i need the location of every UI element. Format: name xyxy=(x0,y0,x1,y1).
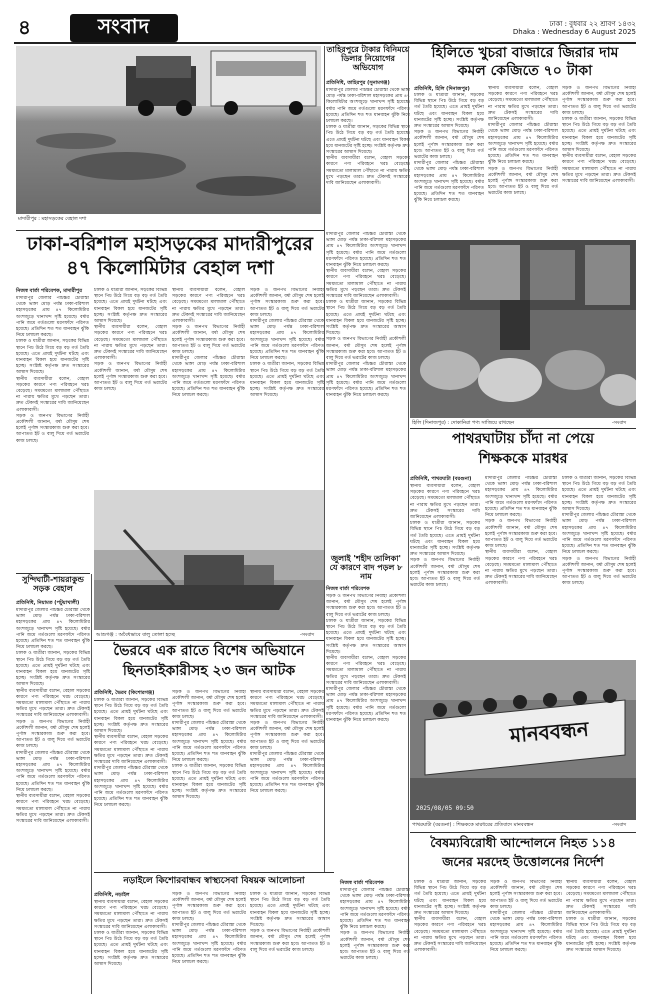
spice-shop-caption: হিলি (দিনাজপুর) : দোকানিরা পণ্য সাজিয়ে রাখছেন xyxy=(412,420,515,426)
divider xyxy=(410,428,636,429)
body-paragraph: সড়ক ও জনপথ বিভাগের নির্বাহী প্রকৌশলী জানান, বর্ষা মৌসুম শেষ হলেই পূর্ণাঙ্গ সংস্কারকাজ শুরু করা হবে। আপাতত ইট ও বালু দিয়ে গর্ত ভরাটের কাজ চলছে। xyxy=(485,519,557,550)
body-paragraph: সড়ক ও জনপথ বিভাগের নির্বাহী প্রকৌশলী জানান, বর্ষা মৌসুম শেষ হলেই পূর্ণাঙ্গ সংস্কারকাজ শুরু করা হবে। আপাতত ইট ও বালু দিয়ে গর্ত ভরাটের কাজ চলছে। xyxy=(490,880,562,910)
body-paragraph: স্থানীয় ব্যবসায়ীরা বলেন, বেহাল সড়কের কারণে পণ্য পরিবহনে খরচ বেড়েছে। সময়মতো মালামাল পৌঁছাতে না পারায় ক্ষতির মুখে পড়ছেন তারা। দ্রুত টেকসই সংস্কারের দাবি জানিয়েছেন এলাকাবাসী। xyxy=(94,325,167,362)
boishommo-headline-2: জনের মরদেহ উত্তোলনের নির্দেশ xyxy=(442,854,604,869)
narail-headline: নড়াইলে কিশোরবান্ধব স্বাস্থ্যসেবা বিষয়ক আলোচনা xyxy=(123,876,305,886)
sundarganj-body xyxy=(16,608,90,990)
body-paragraph: মাদারীপুর জেলার পাঁচচ্চর চৌরাস্তা থেকে ভাঙ্গা মোড় পর্যন্ত ঢাকা-বরিশাল মহাসড়কের প্রায় ৪৭ কিলোমিটার অংশজুড়ে খানাখন্দ সৃষ্টি হয়েছে। বর্ষার পানি জমে গর্তগুলো মরণফাঁদে পরিণত হয়েছে। প্রতিদিন শত শত যানবাহন ঝুঁকি নিয়ে চলাচল করছে। xyxy=(326,232,406,269)
boat-scene xyxy=(94,490,324,630)
body-paragraph: মাদারীপুর জেলার পাঁচচ্চর চৌরাস্তা থেকে ভাঙ্গা মোড় পর্যন্ত ঢাকা-বরিশাল মহাসড়কের প্রায় ৪৭ কিলোমিটার অংশজুড়ে খানাখন্দ সৃষ্টি হয়েছে। বর্ষার পানি জমে গর্তগুলো মরণফাঁদে পরিণত হয়েছে। প্রতিদিন শত শত যানবাহন ঝুঁকি নিয়ে চলাচল করছে। xyxy=(488,123,558,166)
body-paragraph: মাদারীপুর জেলার পাঁচচ্চর চৌরাস্তা থেকে ভাঙ্গা মোড় পর্যন্ত ঢাকা-বরিশাল মহাসড়কের প্রায় ৪৭ কিলোমিটার অংশজুড়ে খানাখন্দ সৃষ্টি হয়েছে। বর্ষার পানি জমে গর্তগুলো মরণফাঁদে পরিণত হয়েছে। প্রতিদিন শত শত যানবাহন ঝুঁকি নিয়ে চলাচল করছে। xyxy=(326,362,406,399)
boishommo-body-col4 xyxy=(566,880,636,992)
body-paragraph: সড়ক ও জনপথ বিভাগের নির্বাহী প্রকৌশলী জানান, বর্ষা মৌসুম শেষ হলেই পূর্ণাঙ্গ সংস্কারকাজ শুরু করা হবে। আপাতত ইট ও বালু দিয়ে গর্ত ভরাটের কাজ চলছে। xyxy=(172,892,246,922)
body-paragraph: চালক ও যাত্রীরা জানান, সড়কের বিভিন্ন স্থানে পিচ উঠে গিয়ে বড় বড় গর্ত তৈরি হয়েছে। এতে প্রায়ই দুর্ঘটনা ঘটছে এবং যানবাহন বিকল হয়ে যানজটের সৃষ্টি হচ্ছে। সংশ্লিষ্ট কর্তৃপক্ষ দ্রুত সংস্কারের আশ্বাস দিয়েছে। xyxy=(16,651,90,688)
body-paragraph: চালক ও যাত্রীরা জানান, সড়কের বিভিন্ন স্থানে পিচ উঠে গিয়ে বড় বড় গর্ত তৈরি হয়েছে। এতে প্রায়ই দুর্ঘটনা ঘটছে এবং যানবাহন বিকল হয়ে যানজটের সৃষ্টি হচ্ছে। সংশ্লিষ্ট কর্তৃপক্ষ দ্রুত সংস্কারের আশ্বাস দিয়েছে। xyxy=(250,362,324,399)
highway-body-col3 xyxy=(172,288,245,484)
protest-photo xyxy=(410,660,636,820)
protest-timestamp: 2025/08/05 09:50 xyxy=(416,805,474,812)
pathorghata-body-col1 xyxy=(410,484,480,656)
boishommo-body-col2 xyxy=(414,880,486,992)
header-rule xyxy=(14,42,636,44)
narail-body-col2 xyxy=(172,892,246,992)
body-paragraph: মাদারীপুর জেলার পাঁচচ্চর চৌরাস্তা থেকে ভাঙ্গা মোড় পর্যন্ত ঢাকা-বরিশাল মহাসড়কের প্রায় ৪৭ কিলোমিটার অংশজুড়ে খানাখন্দ সৃষ্টি হয়েছে। বর্ষার পানি জমে গর্তগুলো মরণফাঁদে পরিণত হয়েছে। প্রতিদিন শত শত যানবাহন ঝুঁকি নিয়ে চলাচল করছে। xyxy=(326,687,406,724)
body-paragraph: চালক ও যাত্রীরা জানান, সড়কের বিভিন্ন স্থানে পিচ উঠে গিয়ে বড় বড় গর্ত তৈরি হয়েছে। এতে প্রায়ই দুর্ঘটনা ঘটছে এবং যানবাহন বিকল হয়ে যানজটের সৃষ্টি হচ্ছে। সংশ্লিষ্ট কর্তৃপক্ষ দ্রুত সংস্কারের আশ্বাস দিয়েছে। xyxy=(94,288,167,325)
highway-body-col2 xyxy=(94,288,167,484)
body-paragraph: মাদারীপুর জেলার পাঁচচ্চর চৌরাস্তা থেকে ভাঙ্গা মোড় পর্যন্ত ঢাকা-বরিশাল মহাসড়কের প্রায় ৪৭ কিলোমিটার অংশজুড়ে খানাখন্দ সৃষ্টি হয়েছে। বর্ষার পানি জমে গর্তগুলো মরণফাঁদে পরিণত হয়েছে। প্রতিদিন শত শত যানবাহন ঝুঁকি নিয়ে চলাচল করছে। xyxy=(562,513,636,556)
column-rule xyxy=(408,46,409,994)
body-paragraph: সড়ক ও জনপথ বিভাগের নির্বাহী প্রকৌশলী জানান, বর্ষা মৌসুম শেষ হলেই পূর্ণাঙ্গ সংস্কারকাজ শুরু করা হবে। আপাতত ইট ও বালু দিয়ে গর্ত ভরাটের কাজ চলছে। xyxy=(16,719,90,750)
highway-headline-2: ৪৭ কিলোমিটার বেহাল দশা xyxy=(66,257,274,279)
boat-caption: আশুগঞ্জ : অবৈধভাবে বালু তোলা হচ্ছে xyxy=(96,632,176,638)
body-paragraph: সড়ক ও জনপথ বিভাগের নির্বাহী প্রকৌশলী জানান, বর্ষা মৌসুম শেষ হলেই পূর্ণাঙ্গ সংস্কারকাজ শুরু করা হবে। আপাতত ইট ও বালু দিয়ে গর্ত ভরাটের কাজ চলছে। xyxy=(94,362,167,393)
divider xyxy=(16,230,324,231)
cumin-body-col2 xyxy=(488,86,558,238)
bhairab-headline-1: ভৈরবে এক রাতে বিশেষ অভিযানে xyxy=(113,643,305,659)
bhairab-body-col2 xyxy=(172,690,246,870)
body-paragraph: মাদারীপুর জেলার পাঁচচ্চর চৌরাস্তা থেকে ভাঙ্গা মোড় পর্যন্ত ঢাকা-বরিশাল মহাসড়কের প্রায় ৪৭ কিলোমিটার অংশজুড়ে খানাখন্দ সৃষ্টি হয়েছে। বর্ষার পানি জমে গর্তগুলো মরণফাঁদে পরিণত হয়েছে। প্রতিদিন শত শত যানবাহন ঝুঁকি নিয়ে চলাচল করছে। xyxy=(485,476,557,519)
body-paragraph: সড়ক ও জনপথ বিভাগের নির্বাহী প্রকৌশলী জানান, বর্ষা মৌসুম শেষ হলেই পূর্ণাঙ্গ সংস্কারকাজ শুরু করা হবে। আপাতত ইট ও বালু দিয়ে গর্ত ভরাটের কাজ চলছে। xyxy=(410,558,480,589)
body-paragraph: স্থানীয় ব্যবসায়ীরা বলেন, বেহাল সড়কের কারণে পণ্য পরিবহনে খরচ বেড়েছে। সময়মতো মালামাল পৌঁছাতে না পারায় ক্ষতির মুখে পড়ছেন তারা। দ্রুত টেকসই সংস্কারের দাবি জানিয়েছেন এলাকাবাসী। xyxy=(16,688,90,719)
pathorghata-body-col2 xyxy=(485,476,557,656)
body-paragraph: মাদারীপুর জেলার পাঁচচ্চর চৌরাস্তা থেকে ভাঙ্গা মোড় পর্যন্ত ঢাকা-বরিশাল মহাসড়কের প্রায় ৪৭ কিলোমিটার অংশজুড়ে খানাখন্দ সৃষ্টি হয়েছে। বর্ষার পানি জমে গর্তগুলো মরণফাঁদে পরিণত হয়েছে। প্রতিদিন শত শত যানবাহন ঝুঁকি নিয়ে চলাচল করছে। xyxy=(94,766,168,809)
boishommo-body-col1 xyxy=(340,888,410,992)
divider xyxy=(16,573,90,574)
boishommo-body-col3 xyxy=(490,880,562,992)
body-paragraph: স্থানীয় ব্যবসায়ীরা বলেন, বেহাল সড়কের কারণে পণ্য পরিবহনে খরচ বেড়েছে। সময়মতো মালামাল পৌঁছাতে না পারায় ক্ষতির মুখে পড়ছেন তারা। দ্রুত টেকসই সংস্কারের দাবি জানিয়েছেন এলাকাবাসী। xyxy=(488,86,558,123)
column-rule xyxy=(324,46,325,872)
sundarganj-byline: প্রতিনিধি, নিয়ামত (পটুয়াখালী) xyxy=(16,600,80,606)
body-paragraph: স্থানীয় ব্যবসায়ীরা বলেন, বেহাল সড়কের কারণে পণ্য পরিবহনে খরচ বেড়েছে। সময়মতো মালামাল পৌঁছাতে না পারায় ক্ষতির মুখে পড়ছেন তারা। দ্রুত টেকসই সংস্কারের দাবি জানিয়েছেন এলাকাবাসী। xyxy=(410,484,480,521)
boishommo-headline-1: বৈষম্যবিরোধী আন্দোলনে নিহত ১১৪ xyxy=(430,835,616,850)
body-paragraph: মাদারীপুর জেলার পাঁচচ্চর চৌরাস্তা থেকে ভাঙ্গা মোড় পর্যন্ত ঢাকা-বরিশাল মহাসড়কের প্রায় ৪৭ কিলোমিটার অংশজুড়ে খানাখন্দ সৃষ্টি হয়েছে। বর্ষার পানি জমে গর্তগুলো মরণফাঁদে পরিণত হয়েছে। প্রতিদিন শত শত যানবাহন ঝুঁকি নিয়ে চলাচল করছে। xyxy=(172,721,246,764)
body-paragraph: সড়ক ও জনপথ বিভাগের নির্বাহী প্রকৌশলী জানান, বর্ষা মৌসুম শেষ হলেই পূর্ণাঙ্গ সংস্কারকাজ শুরু করা হবে। আপাতত ইট ও বালু দিয়ে গর্ত ভরাটের কাজ চলছে। xyxy=(488,166,558,197)
highway-byline: নিজস্ব বার্তা পরিবেশক, মাদারীপুর xyxy=(16,288,82,294)
body-paragraph: চালক ও যাত্রীরা জানান, সড়কের বিভিন্ন স্থানে পিচ উঠে গিয়ে বড় বড় গর্ত তৈরি হয়েছে। এতে প্রায়ই দুর্ঘটনা ঘটছে এবং যানবাহন বিকল হয়ে যানজটের সৃষ্টি হচ্ছে। সংশ্লিষ্ট কর্তৃপক্ষ দ্রুত সংস্কারের আশ্বাস দিয়েছে। xyxy=(250,892,330,929)
highway-headline-1: ঢাকা-বরিশাল মহাসড়কের মাদারীপুরের xyxy=(27,233,313,255)
body-paragraph: চালক ও যাত্রীরা জানান, সড়কের বিভিন্ন স্থানে পিচ উঠে গিয়ে বড় বড় গর্ত তৈরি হয়েছে। এতে প্রায়ই দুর্ঘটনা ঘটছে এবং যানবাহন বিকল হয়ে যানজটের সৃষ্টি হচ্ছে। সংশ্লিষ্ট কর্তৃপক্ষ দ্রুত সংস্কারের আশ্বাস দিয়েছে। xyxy=(414,93,484,130)
bhairab-byline: প্রতিনিধি, ভৈরব (কিশোরগঞ্জ) xyxy=(94,690,155,696)
spice-shop-credit: -সংবাদ xyxy=(612,420,627,426)
tahirpur-body xyxy=(326,88,410,228)
body-paragraph: মাদারীপুর জেলার পাঁচচ্চর চৌরাস্তা থেকে ভাঙ্গা মোড় পর্যন্ত ঢাকা-বরিশাল মহাসড়কের প্রায় ৪৭ কিলোমিটার অংশজুড়ে খানাখন্দ সৃষ্টি হয়েছে। বর্ষার পানি জমে গর্তগুলো মরণফাঁদে পরিণত হয়েছে। প্রতিদিন শত শত যানবাহন ঝুঁকি নিয়ে চলাচল করছে। xyxy=(172,923,246,966)
body-paragraph: স্থানীয় ব্যবসায়ীরা বলেন, বেহাল সড়কের কারণে পণ্য পরিবহনে খরচ বেড়েছে। সময়মতো মালামাল পৌঁছাতে না পারায় ক্ষতির মুখে পড়ছেন তারা। দ্রুত টেকসই সংস্কারের দাবি জানিয়েছেন এলাকাবাসী। xyxy=(172,288,245,325)
shaheed-body xyxy=(326,594,406,884)
body-paragraph: স্থানীয় ব্যবসায়ীরা বলেন, বেহাল সড়কের কারণে পণ্য পরিবহনে খরচ বেড়েছে। সময়মতো মালামাল পৌঁছাতে না পারায় ক্ষতির মুখে পড়ছেন তারা। দ্রুত টেকসই সংস্কারের দাবি জানিয়েছেন এলাকাবাসী। xyxy=(326,269,406,300)
boat-photo xyxy=(94,490,324,630)
body-paragraph: স্থানীয় ব্যবসায়ীরা বলেন, বেহাল সড়কের কারণে পণ্য পরিবহনে খরচ বেড়েছে। সময়মতো মালামাল পৌঁছাতে না পারায় ক্ষতির মুখে পড়ছেন তারা। দ্রুত টেকসই সংস্কারের দাবি জানিয়েছেন এলাকাবাসী। xyxy=(250,690,324,720)
cumin-body-col3 xyxy=(562,86,636,238)
divider xyxy=(94,872,334,873)
highway-body-col4 xyxy=(250,288,324,484)
body-paragraph: চালক ও যাত্রীরা জানান, সড়কের বিভিন্ন স্থানে পিচ উঠে গিয়ে বড় বড় গর্ত তৈরি হয়েছে। এতে প্রায়ই দুর্ঘটনা ঘটছে এবং যানবাহন বিকল হয়ে যানজটের সৃষ্টি হচ্ছে। সংশ্লিষ্ট কর্তৃপক্ষ দ্রুত সংস্কারের আশ্বাস দিয়েছে। xyxy=(172,764,246,801)
body-paragraph: চালক ও যাত্রীরা জানান, সড়কের বিভিন্ন স্থানে পিচ উঠে গিয়ে বড় বড় গর্ত তৈরি হয়েছে। এতে প্রায়ই দুর্ঘটনা ঘটছে এবং যানবাহন বিকল হয়ে যানজটের সৃষ্টি হচ্ছে। সংশ্লিষ্ট কর্তৃপক্ষ দ্রুত সংস্কারের আশ্বাস দিয়েছে। xyxy=(16,339,89,376)
cumin-body-col1 xyxy=(414,93,484,238)
pathorghata-byline: প্রতিনিধি, পাথরঘাটা (বরগুনা) xyxy=(410,476,472,482)
body-paragraph: স্থানীয় ব্যবসায়ীরা বলেন, বেহাল সড়কের কারণে পণ্য পরিবহনে খরচ বেড়েছে। সময়মতো মালামাল পৌঁছাতে না পারায় ক্ষতির মুখে পড়ছেন তারা। দ্রুত টেকসই সংস্কারের দাবি জানিয়েছেন এলাকাবাসী। xyxy=(414,917,486,954)
body-paragraph: মাদারীপুর জেলার পাঁচচ্চর চৌরাস্তা থেকে ভাঙ্গা মোড় পর্যন্ত ঢাকা-বরিশাল মহাসড়কের প্রায় ৪৭ কিলোমিটার অংশজুড়ে খানাখন্দ সৃষ্টি হয়েছে। বর্ষার পানি জমে গর্তগুলো মরণফাঁদে পরিণত হয়েছে। প্রতিদিন শত শত যানবাহন ঝুঁকি নিয়ে চলাচল করছে। xyxy=(490,911,562,954)
tahirpur-headline: তাহিরপুরে টাকার বিনিময়ে ডিলার নিয়োগের অভিযোগ xyxy=(326,45,410,72)
divider xyxy=(94,640,324,641)
protest-caption: পাথরঘাটা (বরগুনা) : শিক্ষককে মারধরের প্রতিবাদে মানববন্ধন xyxy=(412,822,534,828)
body-paragraph: সড়ক ও জনপথ বিভাগের নির্বাহী প্রকৌশলী জানান, বর্ষা মৌসুম শেষ হলেই পূর্ণাঙ্গ সংস্কারকাজ শুরু করা হবে। আপাতত ইট ও বালু দিয়ে গর্ত ভরাটের কাজ চলছে। xyxy=(16,413,89,444)
body-paragraph: চালক ও যাত্রীরা জানান, সড়কের বিভিন্ন স্থানে পিচ উঠে গিয়ে বড় বড় গর্ত তৈরি হয়েছে। এতে প্রায়ই দুর্ঘটনা ঘটছে এবং যানবাহন বিকল হয়ে যানজটের সৃষ্টি হচ্ছে। সংশ্লিষ্ট কর্তৃপক্ষ দ্রুত সংস্কারের আশ্বাস দিয়েছে। xyxy=(410,521,480,558)
body-paragraph: মাদারীপুর জেলার পাঁচচ্চর চৌরাস্তা থেকে ভাঙ্গা মোড় পর্যন্ত ঢাকা-বরিশাল মহাসড়কের প্রায় ৪৭ কিলোমিটার অংশজুড়ে খানাখন্দ সৃষ্টি হয়েছে। বর্ষার পানি জমে গর্তগুলো মরণফাঁদে পরিণত হয়েছে। প্রতিদিন শত শত যানবাহন ঝুঁকি নিয়ে চলাচল করছে। xyxy=(250,752,324,795)
body-paragraph: স্থানীয় ব্যবসায়ীরা বলেন, বেহাল সড়কের কারণে পণ্য পরিবহনে খরচ বেড়েছে। সময়মতো মালামাল পৌঁছাতে না পারায় ক্ষতির মুখে পড়ছেন তারা। দ্রুত টেকসই সংস্কারের দাবি জানিয়েছেন এলাকাবাসী। xyxy=(94,735,168,766)
protest-credit: -সংবাদ xyxy=(612,822,627,828)
body-paragraph: মাদারীপুর জেলার পাঁচচ্চর চৌরাস্তা থেকে ভাঙ্গা মোড় পর্যন্ত ঢাকা-বরিশাল মহাসড়কের প্রায় ৪৭ কিলোমিটার অংশজুড়ে খানাখন্দ সৃষ্টি হয়েছে। বর্ষার পানি জমে গর্তগুলো মরণফাঁদে পরিণত হয়েছে। প্রতিদিন শত শত যানবাহন ঝুঁকি নিয়ে চলাচল করছে। xyxy=(414,161,484,204)
highway-photo xyxy=(16,46,321,214)
body-paragraph: সড়ক ও জনপথ বিভাগের নির্বাহী প্রকৌশলী জানান, বর্ষা মৌসুম শেষ হলেই পূর্ণাঙ্গ সংস্কারকাজ শুরু করা হবে। আপাতত ইট ও বালু দিয়ে গর্ত ভরাটের কাজ চলছে। xyxy=(562,86,636,116)
tahirpur-byline: প্রতিনিধি, তাহিরপুর (সুনামগঞ্জ) xyxy=(326,80,390,86)
body-paragraph: সড়ক ও জনপথ বিভাগের নির্বাহী প্রকৌশলী জানান, বর্ষা মৌসুম শেষ হলেই পূর্ণাঙ্গ সংস্কারকাজ শুরু করা হবে। আপাতত ইট ও বালু দিয়ে গর্ত ভরাটের কাজ চলছে। xyxy=(414,130,484,161)
body-paragraph: মাদারীপুর জেলার পাঁচচ্চর চৌরাস্তা থেকে ভাঙ্গা মোড় পর্যন্ত ঢাকা-বরিশাল মহাসড়কের প্রায় ৪৭ কিলোমিটার অংশজুড়ে খানাখন্দ সৃষ্টি হয়েছে। বর্ষার পানি জমে গর্তগুলো মরণফাঁদে পরিণত হয়েছে। প্রতিদিন শত শত যানবাহন ঝুঁকি নিয়ে চলাচল করছে। xyxy=(16,296,89,339)
shaheed-byline: নিজস্ব বার্তা পরিবেশক xyxy=(326,586,370,592)
shaheed-headline: জুলাই 'শহীদ তালিকা' যে কারণে বাদ পড়ল ৮ নাম xyxy=(329,554,403,581)
body-paragraph: সড়ক ও জনপথ বিভাগের নির্বাহী প্রকৌশলী জানান, বর্ষা মৌসুম শেষ হলেই পূর্ণাঙ্গ সংস্কারকাজ শুরু করা হবে। আপাতত ইট ও বালু দিয়ে গর্ত ভরাটের কাজ চলছে। xyxy=(326,337,406,362)
body-paragraph: সড়ক ও জনপথ বিভাগের নির্বাহী প্রকৌশলী জানান, বর্ষা মৌসুম শেষ হলেই পূর্ণাঙ্গ সংস্কারকাজ শুরু করা হবে। আপাতত ইট ও বালু দিয়ে গর্ত ভরাটের কাজ চলছে। xyxy=(250,288,324,318)
page-number: ৪ xyxy=(18,15,31,39)
body-paragraph: স্থানীয় ব্যবসায়ীরা বলেন, বেহাল সড়কের কারণে পণ্য পরিবহনে খরচ বেড়েছে। সময়মতো মালামাল পৌঁছাতে না পারায় ক্ষতির মুখে পড়ছেন তারা। দ্রুত টেকসই সংস্কারের দাবি জানিয়েছেন এলাকাবাসী। xyxy=(326,156,410,187)
date-bangla: ঢাকা : বুধবার ২২ শ্রাবণ ১৪৩২ xyxy=(549,20,636,28)
highway-photo-scene xyxy=(16,46,321,214)
bhairab-body-col1 xyxy=(94,698,168,870)
body-paragraph: চালক ও যাত্রীরা জানান, সড়কের বিভিন্ন স্থানে পিচ উঠে গিয়ে বড় বড় গর্ত তৈরি হয়েছে। এতে প্রায়ই দুর্ঘটনা ঘটছে এবং যানবাহন বিকল হয়ে যানজটের সৃষ্টি হচ্ছে। সংশ্লিষ্ট কর্তৃপক্ষ দ্রুত সংস্কারের আশ্বাস দিয়েছে। xyxy=(326,300,406,337)
body-paragraph: মাদারীপুর জেলার পাঁচচ্চর চৌরাস্তা থেকে ভাঙ্গা মোড় পর্যন্ত ঢাকা-বরিশাল মহাসড়কের প্রায় ৪৭ কিলোমিটার অংশজুড়ে খানাখন্দ সৃষ্টি হয়েছে। বর্ষার পানি জমে গর্তগুলো মরণফাঁদে পরিণত হয়েছে। প্রতিদিন শত শত যানবাহন ঝুঁকি নিয়ে চলাচল করছে। xyxy=(326,88,410,125)
date-english: Dhaka : Wednesday 6 August 2025 xyxy=(512,28,636,36)
boat-credit: -সংবাদ xyxy=(300,632,315,638)
body-paragraph: স্থানীয় ব্যবসায়ীরা বলেন, বেহাল সড়কের কারণে পণ্য পরিবহনে খরচ বেড়েছে। সময়মতো মালামাল পৌঁছাতে না পারায় ক্ষতির মুখে পড়ছেন তারা। দ্রুত টেকসই সংস্কারের দাবি জানিয়েছেন এলাকাবাসী। xyxy=(485,550,557,587)
body-paragraph: স্থানীয় ব্যবসায়ীরা বলেন, বেহাল সড়কের কারণে পণ্য পরিবহনে খরচ বেড়েছে। সময়মতো মালামাল পৌঁছাতে না পারায় ক্ষতির মুখে পড়ছেন তারা। দ্রুত টেকসই সংস্কারের দাবি জানিয়েছেন এলাকাবাসী। xyxy=(326,656,406,686)
column-rule xyxy=(91,574,92,994)
body-paragraph: সড়ক ও জনপথ বিভাগের নির্বাহী প্রকৌশলী জানান, বর্ষা মৌসুম শেষ হলেই পূর্ণাঙ্গ সংস্কারকাজ শুরু করা হবে। আপাতত ইট ও বালু দিয়ে গর্ত ভরাটের কাজ চলছে। xyxy=(250,929,330,953)
body-paragraph: চালক ও যাত্রীরা জানান, সড়কের বিভিন্ন স্থানে পিচ উঠে গিয়ে বড় বড় গর্ত তৈরি হয়েছে। এতে প্রায়ই দুর্ঘটনা ঘটছে এবং যানবাহন বিকল হয়ে যানজটের সৃষ্টি হচ্ছে। সংশ্লিষ্ট কর্তৃপক্ষ দ্রুত সংস্কারের আশ্বাস দিয়েছে। xyxy=(94,931,168,968)
body-paragraph: সড়ক ও জনপথ বিভাগের নির্বাহী প্রকৌশলী জানান, বর্ষা মৌসুম শেষ হলেই পূর্ণাঙ্গ সংস্কারকাজ শুরু করা হবে। আপাতত ইট ও বালু দিয়ে গর্ত ভরাটের কাজ চলছে। xyxy=(172,325,245,356)
divider xyxy=(410,832,636,833)
bhairab-headline-2: ছিনতাইকারীসহ ২৩ জন আটক xyxy=(122,663,296,679)
cumin-headline-2: কমল কেজিতে ৭০ টাকা xyxy=(457,63,593,79)
pathorghata-body-col3 xyxy=(562,476,636,656)
body-paragraph: মাদারীপুর জেলার পাঁচচ্চর চৌরাস্তা থেকে ভাঙ্গা মোড় পর্যন্ত ঢাকা-বরিশাল মহাসড়কের প্রায় ৪৭ কিলোমিটার অংশজুড়ে খানাখন্দ সৃষ্টি হয়েছে। বর্ষার পানি জমে গর্তগুলো মরণফাঁদে পরিণত হয়েছে। প্রতিদিন শত শত যানবাহন ঝুঁকি নিয়ে চলাচল করছে। xyxy=(250,319,324,362)
protest-banner-text: মানববন্ধন xyxy=(508,716,590,748)
body-paragraph: চালক ও যাত্রীরা জানান, সড়কের বিভিন্ন স্থানে পিচ উঠে গিয়ে বড় বড় গর্ত তৈরি হয়েছে। এতে প্রায়ই দুর্ঘটনা ঘটছে এবং যানবাহন বিকল হয়ে যানজটের সৃষ্টি হচ্ছে। সংশ্লিষ্ট কর্তৃপক্ষ দ্রুত সংস্কারের আশ্বাস দিয়েছে। xyxy=(566,917,636,954)
pathorghata-headline-1: পাথরঘাটায় চাঁদা না পেয়ে xyxy=(451,431,595,447)
body-paragraph: সড়ক ও জনপথ বিভাগের নির্বাহী প্রকৌশলী জানান, বর্ষা মৌসুম শেষ হলেই পূর্ণাঙ্গ সংস্কারকাজ শুরু করা হবে। আপাতত ইট ও বালু দিয়ে গর্ত ভরাটের কাজ চলছে। xyxy=(340,931,410,962)
sundarganj-headline: সুন্দিঘাটী-শায়রাকুন্ড সড়ক বেহাল xyxy=(22,575,84,593)
highway-photo-caption: মাদারীপুর : মহাসড়কের বেহাল দশা xyxy=(18,216,87,222)
spice-shop-photo xyxy=(410,240,636,418)
tahirpur-body-cont xyxy=(326,232,406,550)
boishommo-byline: নিজস্ব বার্তা পরিবেশক xyxy=(340,880,384,886)
body-paragraph: সড়ক ও জনপথ বিভাগের নির্বাহী প্রকৌশলী জানান, বর্ষা মৌসুম শেষ হলেই পূর্ণাঙ্গ সংস্কারকাজ শুরু করা হবে। আপাতত ইট ও বালু দিয়ে গর্ত ভরাটের কাজ চলছে। xyxy=(250,721,324,751)
body-paragraph: চালক ও যাত্রীরা জানান, সড়কের বিভিন্ন স্থানে পিচ উঠে গিয়ে বড় বড় গর্ত তৈরি হয়েছে। এতে প্রায়ই দুর্ঘটনা ঘটছে এবং যানবাহন বিকল হয়ে যানজটের সৃষ্টি হচ্ছে। সংশ্লিষ্ট কর্তৃপক্ষ দ্রুত সংস্কারের আশ্বাস দিয়েছে। xyxy=(94,698,168,735)
body-paragraph: চালক ও যাত্রীরা জানান, সড়কের বিভিন্ন স্থানে পিচ উঠে গিয়ে বড় বড় গর্ত তৈরি হয়েছে। এতে প্রায়ই দুর্ঘটনা ঘটছে এবং যানবাহন বিকল হয়ে যানজটের সৃষ্টি হচ্ছে। সংশ্লিষ্ট কর্তৃপক্ষ দ্রুত সংস্কারের আশ্বাস দিয়েছে। xyxy=(414,880,486,917)
body-paragraph: চালক ও যাত্রীরা জানান, সড়কের বিভিন্ন স্থানে পিচ উঠে গিয়ে বড় বড় গর্ত তৈরি হয়েছে। এতে প্রায়ই দুর্ঘটনা ঘটছে এবং যানবাহন বিকল হয়ে যানজটের সৃষ্টি হচ্ছে। সংশ্লিষ্ট কর্তৃপক্ষ দ্রুত সংস্কারের আশ্বাস দিয়েছে। xyxy=(562,117,636,154)
body-paragraph: স্থানীয় ব্যবসায়ীরা বলেন, বেহাল সড়কের কারণে পণ্য পরিবহনে খরচ বেড়েছে। সময়মতো মালামাল পৌঁছাতে না পারায় ক্ষতির মুখে পড়ছেন তারা। দ্রুত টেকসই সংস্কারের দাবি জানিয়েছেন এলাকাবাসী। xyxy=(562,154,636,185)
body-paragraph: স্থানীয় ব্যবসায়ীরা বলেন, বেহাল সড়কের কারণে পণ্য পরিবহনে খরচ বেড়েছে। সময়মতো মালামাল পৌঁছাতে না পারায় ক্ষতির মুখে পড়ছেন তারা। দ্রুত টেকসই সংস্কারের দাবি জানিয়েছেন এলাকাবাসী। xyxy=(94,900,168,930)
body-paragraph: স্থানীয় ব্যবসায়ীরা বলেন, বেহাল সড়কের কারণে পণ্য পরিবহনে খরচ বেড়েছে। সময়মতো মালামাল পৌঁছাতে না পারায় ক্ষতির মুখে পড়ছেন তারা। দ্রুত টেকসই সংস্কারের দাবি জানিয়েছেন এলাকাবাসী। xyxy=(16,376,89,413)
cumin-byline: প্রতিনিধি, হিলি (দিনাজপুর) xyxy=(414,86,470,92)
pathorghata-headline-2: শিক্ষককে মারধর xyxy=(478,451,568,467)
narail-byline: প্রতিনিধি, নড়াইল xyxy=(94,892,130,898)
body-paragraph: স্থানীয় ব্যবসায়ীরা বলেন, বেহাল সড়কের কারণে পণ্য পরিবহনে খরচ বেড়েছে। সময়মতো মালামাল পৌঁছাতে না পারায় ক্ষতির মুখে পড়ছেন তারা। দ্রুত টেকসই সংস্কারের দাবি জানিয়েছেন এলাকাবাসী। xyxy=(16,794,90,824)
bhairab-body-col3 xyxy=(250,690,324,870)
body-paragraph: মাদারীপুর জেলার পাঁচচ্চর চৌরাস্তা থেকে ভাঙ্গা মোড় পর্যন্ত ঢাকা-বরিশাল মহাসড়কের প্রায় ৪৭ কিলোমিটার অংশজুড়ে খানাখন্দ সৃষ্টি হয়েছে। বর্ষার পানি জমে গর্তগুলো মরণফাঁদে পরিণত হয়েছে। প্রতিদিন শত শত যানবাহন ঝুঁকি নিয়ে চলাচল করছে। xyxy=(16,750,90,793)
body-paragraph: চালক ও যাত্রীরা জানান, সড়কের বিভিন্ন স্থানে পিচ উঠে গিয়ে বড় বড় গর্ত তৈরি হয়েছে। এতে প্রায়ই দুর্ঘটনা ঘটছে এবং যানবাহন বিকল হয়ে যানজটের সৃষ্টি হচ্ছে। সংশ্লিষ্ট কর্তৃপক্ষ দ্রুত সংস্কারের আশ্বাস দিয়েছে। xyxy=(326,618,406,655)
narail-body-col3 xyxy=(250,892,330,992)
body-paragraph: স্থানীয় ব্যবসায়ীরা বলেন, বেহাল সড়কের কারণে পণ্য পরিবহনে খরচ বেড়েছে। সময়মতো মালামাল পৌঁছাতে না পারায় ক্ষতির মুখে পড়ছেন তারা। দ্রুত টেকসই সংস্কারের দাবি জানিয়েছেন এলাকাবাসী। xyxy=(566,880,636,917)
body-paragraph: চালক ও যাত্রীরা জানান, সড়কের বিভিন্ন স্থানে পিচ উঠে গিয়ে বড় বড় গর্ত তৈরি হয়েছে। এতে প্রায়ই দুর্ঘটনা ঘটছে এবং যানবাহন বিকল হয়ে যানজটের সৃষ্টি হচ্ছে। সংশ্লিষ্ট কর্তৃপক্ষ দ্রুত সংস্কারের আশ্বাস দিয়েছে। xyxy=(326,125,410,156)
masthead-logo: সংবাদ xyxy=(70,14,178,42)
body-paragraph: মাদারীপুর জেলার পাঁচচ্চর চৌরাস্তা থেকে ভাঙ্গা মোড় পর্যন্ত ঢাকা-বরিশাল মহাসড়কের প্রায় ৪৭ কিলোমিটার অংশজুড়ে খানাখন্দ সৃষ্টি হয়েছে। বর্ষার পানি জমে গর্তগুলো মরণফাঁদে পরিণত হয়েছে। প্রতিদিন শত শত যানবাহন ঝুঁকি নিয়ে চলাচল করছে। xyxy=(340,888,410,931)
cumin-headline-1: হিলিতে খুচরা বাজারে জিরার দাম xyxy=(431,45,619,61)
body-paragraph: মাদারীপুর জেলার পাঁচচ্চর চৌরাস্তা থেকে ভাঙ্গা মোড় পর্যন্ত ঢাকা-বরিশাল মহাসড়কের প্রায় ৪৭ কিলোমিটার অংশজুড়ে খানাখন্দ সৃষ্টি হয়েছে। বর্ষার পানি জমে গর্তগুলো মরণফাঁদে পরিণত হয়েছে। প্রতিদিন শত শত যানবাহন ঝুঁকি নিয়ে চলাচল করছে। xyxy=(172,356,245,399)
highway-body-col1 xyxy=(16,296,89,572)
narail-body-col1 xyxy=(94,900,168,992)
body-paragraph: চালক ও যাত্রীরা জানান, সড়কের বিভিন্ন স্থানে পিচ উঠে গিয়ে বড় বড় গর্ত তৈরি হয়েছে। এতে প্রায়ই দুর্ঘটনা ঘটছে এবং যানবাহন বিকল হয়ে যানজটের সৃষ্টি হচ্ছে। সংশ্লিষ্ট কর্তৃপক্ষ দ্রুত সংস্কারের আশ্বাস দিয়েছে। xyxy=(562,476,636,513)
body-paragraph: সড়ক ও জনপথ বিভাগের নির্বাহী প্রকৌশলী জানান, বর্ষা মৌসুম শেষ হলেই পূর্ণাঙ্গ সংস্কারকাজ শুরু করা হবে। আপাতত ইট ও বালু দিয়ে গর্ত ভরাটের কাজ চলছে। xyxy=(562,556,636,587)
body-paragraph: মাদারীপুর জেলার পাঁচচ্চর চৌরাস্তা থেকে ভাঙ্গা মোড় পর্যন্ত ঢাকা-বরিশাল মহাসড়কের প্রায় ৪৭ কিলোমিটার অংশজুড়ে খানাখন্দ সৃষ্টি হয়েছে। বর্ষার পানি জমে গর্তগুলো মরণফাঁদে পরিণত হয়েছে। প্রতিদিন শত শত যানবাহন ঝুঁকি নিয়ে চলাচল করছে। xyxy=(16,608,90,651)
body-paragraph: সড়ক ও জনপথ বিভাগের নির্বাহী প্রকৌশলী জানান, বর্ষা মৌসুম শেষ হলেই পূর্ণাঙ্গ সংস্কারকাজ শুরু করা হবে। আপাতত ইট ও বালু দিয়ে গর্ত ভরাটের কাজ চলছে। xyxy=(326,594,406,618)
body-paragraph: সড়ক ও জনপথ বিভাগের নির্বাহী প্রকৌশলী জানান, বর্ষা মৌসুম শেষ হলেই পূর্ণাঙ্গ সংস্কারকাজ শুরু করা হবে। আপাতত ইট ও বালু দিয়ে গর্ত ভরাটের কাজ চলছে। xyxy=(172,690,246,720)
spice-shop-scene xyxy=(410,240,636,418)
